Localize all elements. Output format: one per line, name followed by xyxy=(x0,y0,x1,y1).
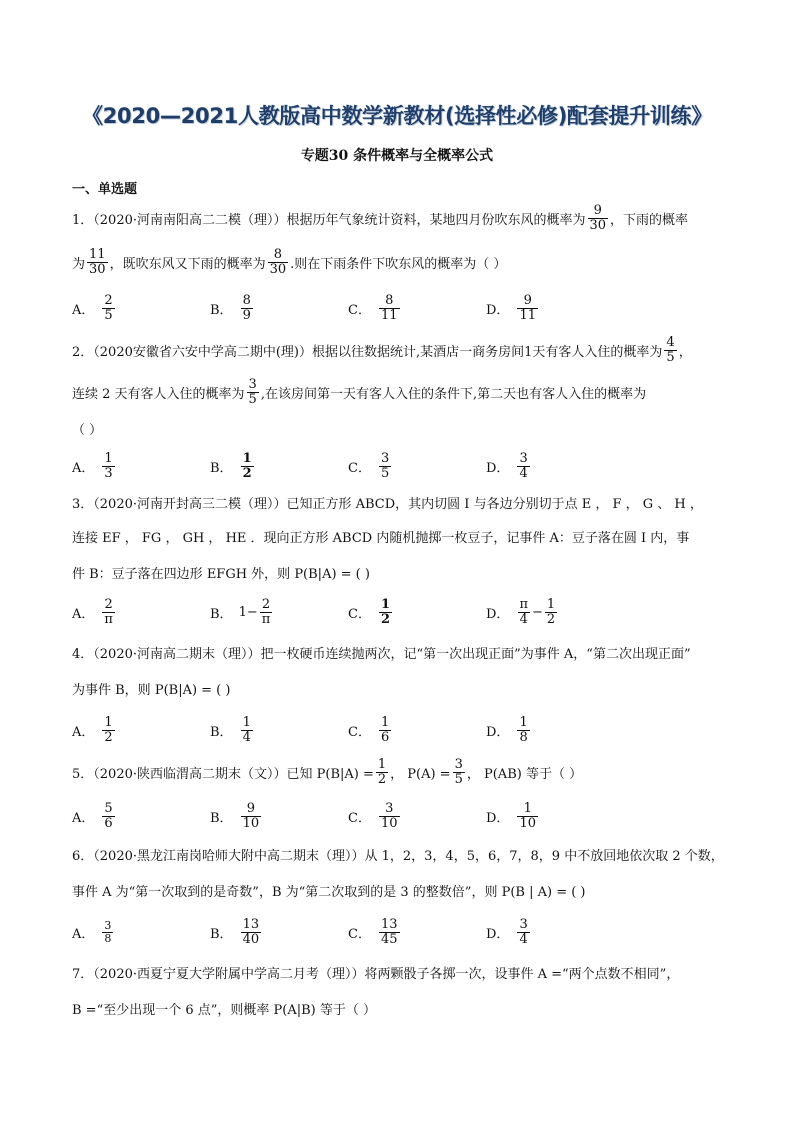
question-1-line-2: 为 $\frac{11}{30}$ ，既吹东风又下雨的概率为 $\frac{8}{30}$ .则在下雨条件下吹东风的概率为（ ） xyxy=(72,246,507,277)
question-6-option-c: C． $\frac{13}{45}$ xyxy=(348,916,398,947)
question-1-option-b: B． $\frac{8}{9}$ xyxy=(210,292,251,323)
question-3-line-2: 连接 EF ， FG ， GH ， HE ．现向正方形 ABCD 内随机抛掷一枚豆子，记事件 A：豆子落在圆 I 内，事 xyxy=(72,530,690,546)
question-3-line-1: 3．（2020·河南开封高三二模（理））已知正方形 ABCD，其内切圆 I 与各边分别切于点 E ， F ， G 、 H ， xyxy=(72,496,703,512)
fraction: $\frac{1}{2}$ xyxy=(377,756,387,787)
question-2-line-1: 2．（2020安徽省六安中学高二期中(理)）根据以往数据统计,某酒店一商务房间1天有客人入住的概率为 $\frac{4}{5}$ ， xyxy=(72,334,692,365)
question-6-option-d: D． $\frac{3}{4}$ xyxy=(486,916,528,947)
question-2-option-b: B． $\frac{1}{2}$ xyxy=(210,450,252,481)
question-5-line-1: 5．（2020·陕西临渭高二期末（文））已知 P(B|A) = $\frac{1}{2}$ ， P(A) = $\frac{3}{5}$ ， P(AB) 等于（ ） xyxy=(72,756,583,787)
question-4-option-b: B． $\frac{1}{4}$ xyxy=(210,714,251,745)
question-2-line-3: （ ） xyxy=(72,422,103,438)
question-6-line-1: 6．（2020·黑龙江南岗哈师大附中高二期末（理））从 1，2，3，4，5，6，7，8，9 中不放回地依次取 2 个数， xyxy=(72,848,724,864)
question-2-option-c: C． $\frac{3}{5}$ xyxy=(348,450,390,481)
question-4-option-a: A． $\frac{1}{2}$ xyxy=(72,714,113,745)
fraction: $\frac{3}{5}$ xyxy=(248,376,257,407)
question-4-line-1: 4．（2020·河南高二期末（理））把一枚硬币连续抛两次，记“第一次出现正面”为事件 A，“第二次出现正面” xyxy=(72,646,691,662)
question-2-option-d: D． $\frac{3}{4}$ xyxy=(486,450,528,481)
question-3-option-b: B． 1− $\frac{2}{\pi}$ xyxy=(210,596,271,627)
question-1-option-a: A． $\frac{2}{5}$ xyxy=(72,292,113,323)
fraction: $\frac{8}{30}$ xyxy=(269,246,287,277)
question-5-option-d: D． $\frac{1}{10}$ xyxy=(486,800,536,831)
fraction: $\frac{11}{30}$ xyxy=(89,246,106,277)
question-5-option-b: B． $\frac{9}{10}$ xyxy=(210,800,260,831)
question-3-option-a: A． $\frac{2}{\pi}$ xyxy=(72,596,113,627)
question-2-option-a: A． $\frac{1}{3}$ xyxy=(72,450,113,481)
question-1-option-c: C． $\frac{8}{11}$ xyxy=(348,292,398,323)
question-3-option-d: D． $\frac{\pi}{4}$ − $\frac{1}{2}$ xyxy=(486,596,556,627)
question-1-line-1: 1．（2020·河南南阳高二二模（理））根据历年气象统计资料，某地四月份吹东风的概率为 $\frac{9}{30}$ ，下雨的概率 xyxy=(72,202,689,233)
topic-subtitle: 专题30 条件概率与全概率公式 xyxy=(300,148,494,164)
page-title: 《2020—2021人教版高中数学新教材(选择性必修)配套提升训练》 xyxy=(82,104,712,128)
question-6-option-a: A． $\frac{3}{8}$ xyxy=(72,918,112,945)
question-6-option-b: B． $\frac{13}{40}$ xyxy=(210,916,260,947)
question-4-option-c: C． $\frac{1}{6}$ xyxy=(348,714,390,745)
question-3-line-3: 件 B：豆子落在四边形 EFGH 外，则 P(B|A) = ( ) xyxy=(72,566,370,582)
question-4-line-2: 为事件 B，则 P(B|A) = ( ) xyxy=(72,682,231,698)
fraction: $\frac{3}{5}$ xyxy=(454,756,463,787)
question-1-option-d: D． $\frac{9}{11}$ xyxy=(486,292,536,323)
question-5-option-c: C． $\frac{3}{10}$ xyxy=(348,800,398,831)
question-7-line-1: 7．（2020·西夏宁夏大学附属中学高二月考（理））将两颗骰子各掷一次，设事件 A =“两个点数不相同”， xyxy=(72,966,680,982)
question-4-option-d: D． $\frac{1}{8}$ xyxy=(486,714,528,745)
question-7-line-2: B =“至少出现一个 6 点”，则概率 P(A|B) 等于（ ） xyxy=(72,1002,377,1018)
question-2-line-2: 连续 2 天有客人入住的概率为 $\frac{3}{5}$ ,在该房间第一天有客人入住的条件下,第二天也有客人入住的概率为 xyxy=(72,376,647,407)
fraction: $\frac{4}{5}$ xyxy=(666,334,675,365)
question-5-option-a: A． $\frac{5}{6}$ xyxy=(72,800,113,831)
question-3-option-c: C． $\frac{1}{2}$ xyxy=(348,596,390,627)
question-6-line-2: 事件 A 为“第一次取到的是奇数”，B 为“第二次取到的是 3 的整数倍”，则 P(B | A) = ( ) xyxy=(72,884,586,900)
section-heading: 一、单选题 xyxy=(72,182,138,197)
fraction: $\frac{9}{30}$ xyxy=(589,202,607,233)
